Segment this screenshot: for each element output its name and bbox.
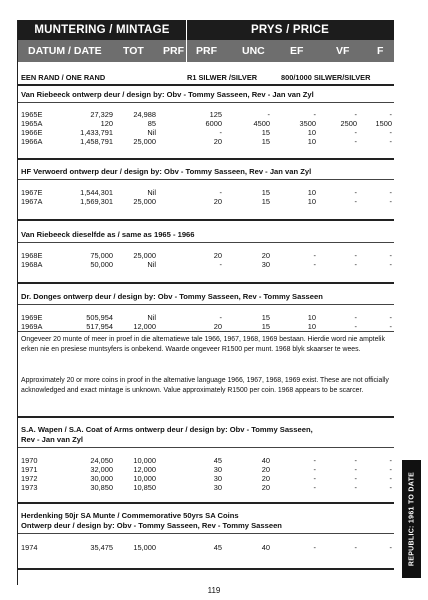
- row-date: 1969A: [21, 322, 43, 331]
- row-cell: 12,000: [133, 465, 156, 474]
- row-cell: -: [389, 322, 392, 331]
- row-cell: -: [389, 456, 392, 465]
- row-cell: 25,000: [133, 137, 156, 146]
- row-cell: 30,850: [90, 483, 113, 492]
- row-cell: 85: [147, 119, 156, 128]
- row-cell: -: [354, 128, 357, 137]
- col-f: F: [377, 45, 384, 57]
- note-afrikaans: Ongeveer 20 munte of meer in proef in die alternatiewe tale 1966, 1967, 1968, 1969 bestaan. Hierdie word nie amptelik erken nie en presiese muntsyfers is onbekend. Waarde ongeveer R1500 per munt. 1968 blyk skaarser te wees.: [21, 336, 385, 353]
- row-date: 1974: [21, 543, 38, 552]
- row-cell: -: [354, 251, 357, 260]
- row-cell: Nil: [147, 313, 156, 322]
- row-cell: -: [354, 474, 357, 483]
- row-cell: 30,000: [90, 474, 113, 483]
- section-title: Dr. Donges ontwerp deur / design by: Obv - Tommy Sasseen, Rev - Tommy Sasseen: [21, 292, 323, 301]
- row-cell: 20: [213, 137, 222, 146]
- row-date: 1967A: [21, 197, 43, 206]
- row-date: 1966E: [21, 128, 43, 137]
- col-vf: VF: [336, 45, 350, 57]
- row-cell: 25,000: [133, 197, 156, 206]
- col-ef: EF: [290, 45, 304, 57]
- row-cell: 1,544,301: [80, 188, 113, 197]
- row-cell: 12,000: [133, 322, 156, 331]
- row-cell: 32,000: [90, 465, 113, 474]
- section-title: Van Riebeeck dieselfde as / same as 1965 - 1966: [21, 230, 195, 239]
- col-unc: UNC: [242, 45, 265, 57]
- row-cell: 1,433,791: [80, 128, 113, 137]
- row-cell: -: [354, 322, 357, 331]
- row-cell: 40: [261, 456, 270, 465]
- section-title-line: Herdenking 50jr SA Munte / Commemorative 50yrs SA Coins: [21, 511, 239, 520]
- row-cell: Nil: [147, 260, 156, 269]
- row-date: 1969E: [21, 313, 43, 322]
- row-date: 1965A: [21, 119, 43, 128]
- row-cell: 6000: [205, 119, 222, 128]
- row-date: 1972: [21, 474, 38, 483]
- row-cell: 45: [213, 543, 222, 552]
- row-cell: 24,988: [133, 110, 156, 119]
- row-cell: -: [354, 197, 357, 206]
- row-cell: 10: [307, 128, 316, 137]
- row-cell: 3500: [299, 119, 316, 128]
- row-cell: -: [389, 128, 392, 137]
- row-cell: 24,050: [90, 456, 113, 465]
- left-margin-line: [17, 20, 18, 585]
- row-cell: -: [389, 137, 392, 146]
- row-cell: -: [219, 313, 222, 322]
- row-date: 1973: [21, 483, 38, 492]
- row-cell: 10,850: [133, 483, 156, 492]
- price-header: PRYS / PRICE: [186, 20, 394, 40]
- row-cell: 30: [261, 260, 270, 269]
- row-cell: -: [313, 251, 316, 260]
- row-cell: -: [267, 110, 270, 119]
- row-cell: 50,000: [90, 260, 113, 269]
- row-cell: -: [313, 474, 316, 483]
- row-cell: 15,000: [133, 543, 156, 552]
- row-cell: 10: [307, 322, 316, 331]
- row-cell: -: [389, 110, 392, 119]
- row-cell: 30: [213, 474, 222, 483]
- row-cell: -: [389, 483, 392, 492]
- row-cell: Nil: [147, 188, 156, 197]
- row-cell: 20: [213, 251, 222, 260]
- row-cell: -: [354, 137, 357, 146]
- row-cell: -: [389, 543, 392, 552]
- row-cell: 20: [261, 465, 270, 474]
- row-cell: -: [219, 260, 222, 269]
- row-cell: 505,954: [86, 313, 113, 322]
- section-title: HF Verwoerd ontwerp deur / design by: Obv - Tommy Sasseen, Rev - Jan van Zyl: [21, 167, 312, 176]
- row-cell: -: [389, 260, 392, 269]
- price-columns-bar: [186, 40, 394, 62]
- row-cell: 517,954: [86, 322, 113, 331]
- row-cell: 10,000: [133, 474, 156, 483]
- chapter-side-tab: REPUBLIC: 1961 TO DATE: [402, 460, 421, 578]
- section-title-line: Ontwerp deur / design by: Obv - Tommy Sasseen, Rev - Tommy Sasseen: [21, 521, 282, 530]
- row-cell: -: [219, 128, 222, 137]
- row-cell: -: [313, 456, 316, 465]
- row-cell: -: [389, 465, 392, 474]
- row-cell: -: [354, 110, 357, 119]
- mintage-header: MUNTERING / MINTAGE: [18, 20, 186, 40]
- row-cell: 10: [307, 188, 316, 197]
- col-prf-mint: PRF: [163, 45, 184, 57]
- row-cell: 20: [261, 251, 270, 260]
- col-date: DATUM / DATE: [28, 45, 102, 57]
- row-cell: 30: [213, 483, 222, 492]
- section-title-line: Rev - Jan van Zyl: [21, 435, 84, 444]
- row-cell: 2500: [340, 119, 357, 128]
- section-title: Van Riebeeck ontwerp deur / design by: Obv - Tommy Sasseen, Rev - Jan van Zyl: [21, 90, 314, 99]
- row-cell: -: [219, 188, 222, 197]
- row-cell: 35,475: [90, 543, 113, 552]
- row-cell: 20: [213, 197, 222, 206]
- row-cell: -: [354, 188, 357, 197]
- col-tot: TOT: [123, 45, 144, 57]
- fineness-label: 800/1000 SILWER/SILVER: [281, 73, 371, 82]
- row-cell: -: [389, 197, 392, 206]
- row-cell: -: [354, 465, 357, 474]
- row-cell: 15: [261, 188, 270, 197]
- row-cell: 125: [209, 110, 222, 119]
- row-cell: 1500: [375, 119, 392, 128]
- row-date: 1970: [21, 456, 38, 465]
- row-cell: -: [389, 251, 392, 260]
- header-divider: [186, 20, 187, 40]
- row-cell: 10: [307, 137, 316, 146]
- row-cell: 15: [261, 322, 270, 331]
- row-cell: -: [354, 456, 357, 465]
- row-cell: 10: [307, 313, 316, 322]
- row-cell: 10: [307, 197, 316, 206]
- row-cell: -: [313, 110, 316, 119]
- row-cell: 20: [213, 322, 222, 331]
- row-cell: 30: [213, 465, 222, 474]
- row-cell: 1,569,301: [80, 197, 113, 206]
- row-cell: 15: [261, 137, 270, 146]
- row-cell: 1,458,791: [80, 137, 113, 146]
- row-date: 1971: [21, 465, 38, 474]
- row-date: 1966A: [21, 137, 43, 146]
- denomination-label: EEN RAND / ONE RAND: [21, 73, 106, 82]
- row-cell: -: [389, 188, 392, 197]
- row-cell: 4500: [253, 119, 270, 128]
- row-date: 1968A: [21, 260, 43, 269]
- row-cell: 120: [100, 119, 113, 128]
- row-cell: 27,329: [90, 110, 113, 119]
- row-cell: 75,000: [90, 251, 113, 260]
- row-cell: Nil: [147, 128, 156, 137]
- row-cell: 15: [261, 197, 270, 206]
- metal-label: R1 SILWER /SILVER: [187, 73, 258, 82]
- row-cell: 15: [261, 313, 270, 322]
- row-cell: 45: [213, 456, 222, 465]
- row-cell: 40: [261, 543, 270, 552]
- row-cell: -: [313, 483, 316, 492]
- row-cell: 20: [261, 474, 270, 483]
- row-cell: -: [354, 483, 357, 492]
- row-cell: -: [313, 465, 316, 474]
- row-date: 1967E: [21, 188, 43, 197]
- page-number: 119: [207, 586, 221, 595]
- row-date: 1965E: [21, 110, 43, 119]
- row-cell: 15: [261, 128, 270, 137]
- row-cell: -: [354, 260, 357, 269]
- row-cell: -: [389, 313, 392, 322]
- col-prf-price: PRF: [196, 45, 217, 57]
- section-title-line: S.A. Wapen / S.A. Coat of Arms ontwerp deur / design by: Obv - Tommy Sasseen,: [21, 425, 313, 434]
- row-cell: 20: [261, 483, 270, 492]
- row-cell: -: [354, 313, 357, 322]
- row-cell: 10,000: [133, 456, 156, 465]
- row-cell: -: [313, 543, 316, 552]
- note-english: Approximately 20 or more coins in proof in the alternative language 1966, 1967, 1968, 1969 exist. These are not officially acknowledged and exact mintage is unknown. Value approximately R1500 per coin. 1968 appears to be scarcer.: [21, 377, 389, 394]
- row-date: 1968E: [21, 251, 43, 260]
- row-cell: 25,000: [133, 251, 156, 260]
- row-cell: -: [313, 260, 316, 269]
- row-cell: -: [354, 543, 357, 552]
- mintage-columns-bar: [18, 40, 186, 62]
- row-cell: -: [389, 474, 392, 483]
